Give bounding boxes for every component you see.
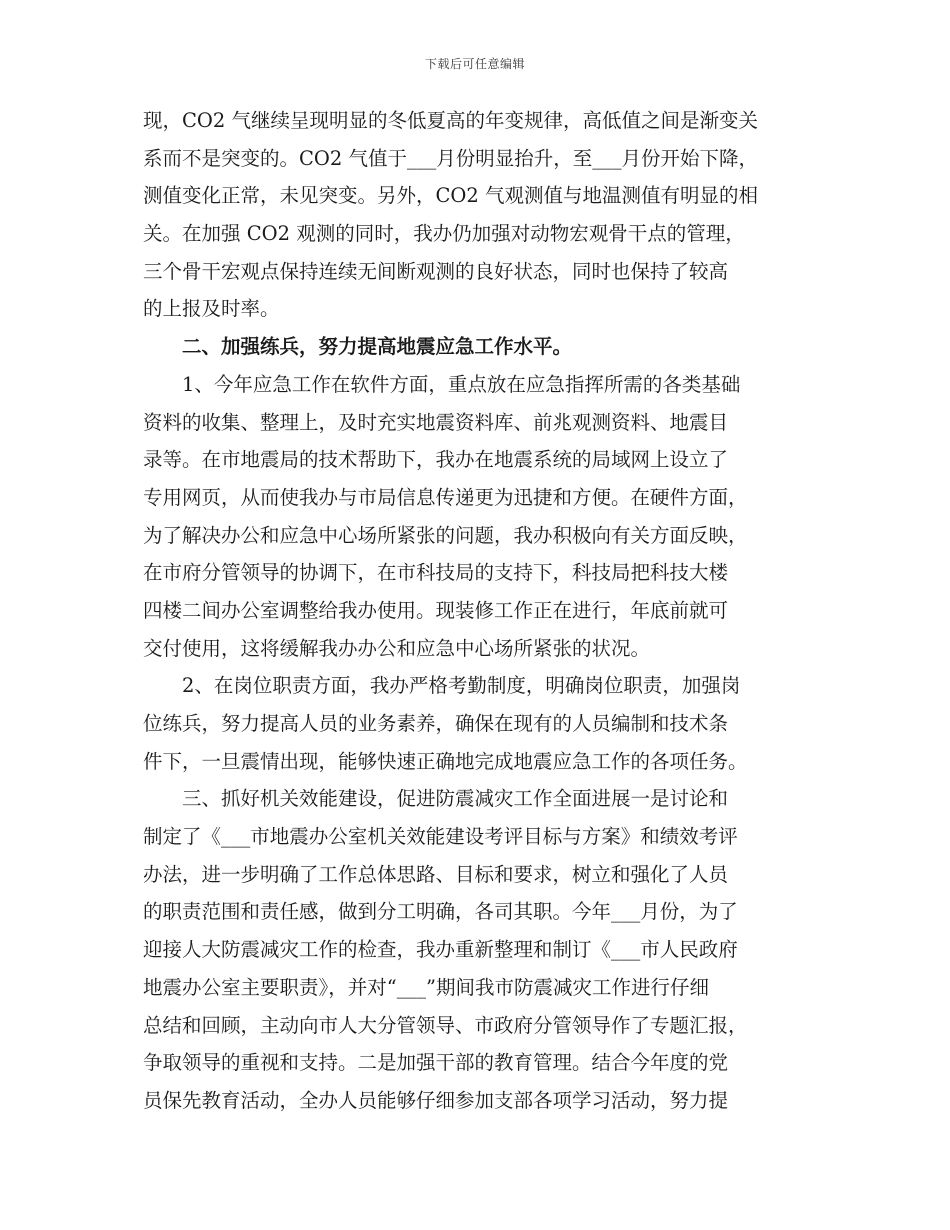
text-line: 为了解决办公和应急中心场所紧张的问题，我办积极向有关方面反映， [143, 523, 748, 547]
text-line: 争取领导的重视和支持。二是加强干部的教育管理。结合今年度的党 [143, 1051, 729, 1075]
text-line: 关。在加强 CO2 观测的同时，我办仍加强对动物宏观骨干点的管理， [143, 222, 745, 246]
document-body [143, 102, 805, 1120]
text-line: 总结和回顾，主动向市人大分管领导、市政府分管领导作了专题汇报， [143, 1013, 748, 1037]
text-line: 件下，一旦震情出现，能够快速正确地完成地震应急工作的各项任务。 [143, 749, 748, 773]
text-line: 2、在岗位职责方面，我办严格考勤制度，明确岗位职责，加强岗 [182, 674, 741, 698]
text-line: 地震办公室主要职责》，并对“___”期间我市防震减灾工作进行仔细 [143, 975, 709, 999]
text-line: 制定了《___市地震办公室机关效能建设考评目标与方案》和绩效考评 [143, 825, 738, 849]
text-line: 三个骨干宏观点保持连续无间断观测的良好状态，同时也保持了较高 [143, 259, 729, 283]
text-line: 资料的收集、整理上，及时充实地震资料库、前兆观测资料、地震目 [143, 410, 729, 434]
text-line: 专用网页，从而使我办与市局信息传递更为迅捷和方便。在硬件方面， [143, 485, 748, 509]
text-line: 员保先教育活动，全办人员能够仔细参加支部各项学习活动，努力提 [143, 1088, 729, 1112]
text-line: 的职责范围和责任感，做到分工明确，各司其职。今年___月份，为了 [143, 900, 738, 924]
text-line: 位练兵，努力提高人员的业务素养，确保在现有的人员编制和技术条 [143, 712, 729, 735]
text-line: 现，CO2 气继续呈现明显的冬低夏高的年变规律，高低值之间是渐变关 [143, 109, 759, 132]
text-line: 交付使用，这将缓解我办办公和应急中心场所紧张的状况。 [143, 636, 651, 660]
text-line: 系而不是突变的。CO2 气值于___月份明显抬升，至___月份开始下降， [143, 146, 759, 170]
page-header: 下载后可任意编辑 [424, 57, 525, 71]
text-line: 1、今年应急工作在软件方面，重点放在应急指挥所需的各类基础 [182, 372, 741, 396]
text-line: 的上报及时率。 [143, 297, 280, 321]
text-line: 迎接人大防震减灾工作的检查，我办重新整理和制订《___市人民政府 [143, 938, 738, 962]
text-line: 在市府分管领导的协调下，在市科技局的支持下，科技局把科技大楼 [143, 561, 729, 585]
section-heading-line: 二、加强练兵，努力提高地震应急工作水平。 [182, 335, 573, 359]
text-line: 办法，进一步明确了工作总体思路、目标和要求，树立和强化了人员 [143, 862, 729, 886]
text-line: 三、抓好机关效能建设，促进防震减灾工作全面进展一是讨论和 [182, 787, 729, 811]
text-line: 四楼二间办公室调整给我办使用。现装修工作正在进行，年底前就可 [143, 598, 729, 622]
text-line: 录等。在市地震局的技术帮助下，我办在地震系统的局域网上设立了 [143, 448, 729, 472]
text-line: 测值变化正常，未见突变。另外，CO2 气观测值与地温测值有明显的相 [143, 184, 759, 208]
